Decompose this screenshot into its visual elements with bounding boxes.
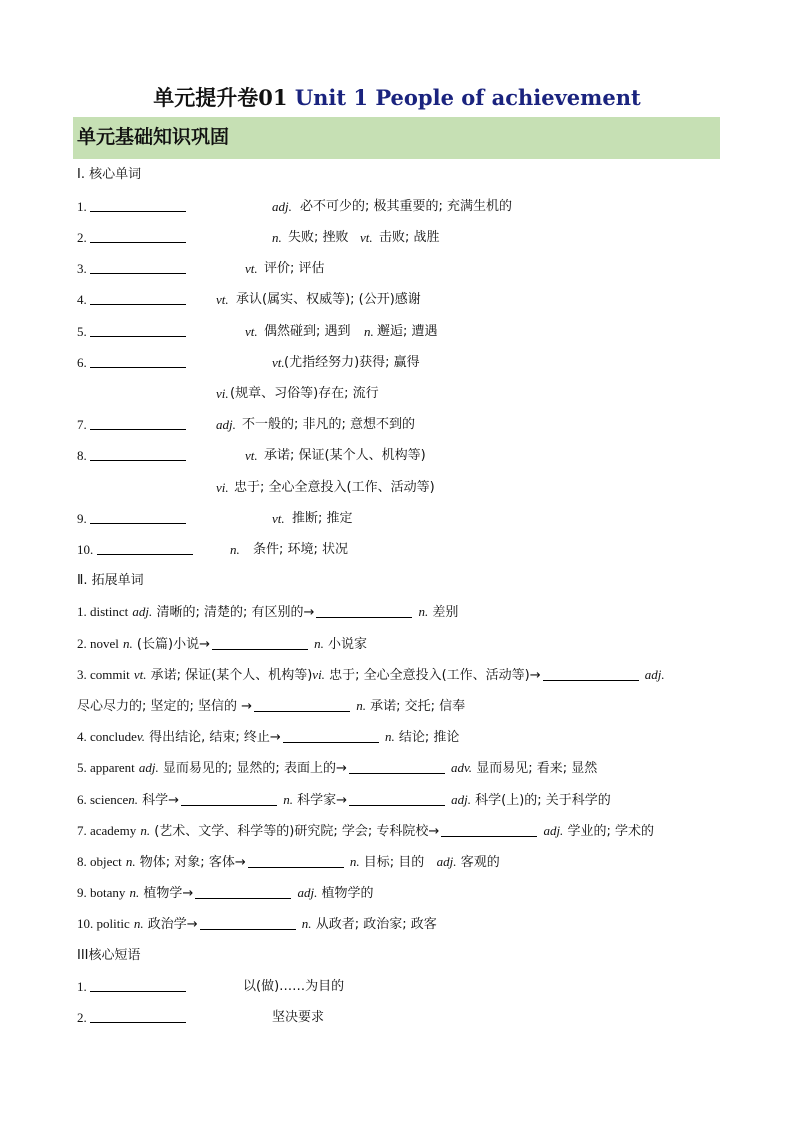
answer-blank[interactable] (441, 823, 537, 837)
section3-heading: III核心短语 (77, 948, 141, 963)
answer-blank[interactable] (90, 353, 186, 368)
answer-blank[interactable] (543, 667, 639, 681)
answer-blank[interactable] (90, 1008, 186, 1023)
answer-blank[interactable] (316, 604, 412, 618)
extended-word-row: 1. distinct adj. 清晰的; 清楚的; 有区别的→ n. 差别 (77, 604, 459, 620)
core-word-row: 2. n. 失败; 挫败 vt. 击败; 战胜 (77, 230, 440, 245)
page-title (0, 84, 794, 112)
answer-blank[interactable] (90, 322, 186, 337)
answer-blank[interactable] (248, 854, 344, 868)
phrase-row: 2. 坚决要求 (77, 1010, 325, 1025)
answer-blank[interactable] (283, 729, 379, 743)
answer-blank[interactable] (181, 792, 277, 806)
extended-word-row: 6. sciencen. 科学→ n. 科学家→ adj. 科学(上)的; 关于科学的 (77, 792, 611, 808)
answer-blank[interactable] (195, 885, 291, 899)
core-word-row: vi. (规章、习俗等)存在; 流行 (216, 386, 379, 401)
extended-word-row: 5. apparent adj. 显而易见的; 显然的; 表面上的→ adv. 显而易见; 看来; 显然 (77, 760, 598, 776)
answer-blank[interactable] (90, 977, 186, 992)
core-word-row: 1. adj. 必不可少的; 极其重要的; 充满生机的 (77, 199, 513, 214)
extended-word-row: 4. concludev. 得出结论, 结束; 终止→ n. 结论; 推论 (77, 729, 460, 745)
answer-blank[interactable] (90, 197, 186, 212)
core-word-row: 8. vt. 承诺; 保证(某个人、机构等) (77, 448, 426, 463)
core-word-row: vi. 忠于; 全心全意投入(工作、活动等) (216, 480, 435, 495)
answer-blank[interactable] (254, 698, 350, 712)
answer-blank[interactable] (90, 509, 186, 524)
core-word-row: 4. vt. 承认(属实、权威等); (公开)感谢 (77, 292, 421, 307)
core-word-row: 5. vt. 偶然碰到; 遇到 n. 邂逅; 遭遇 (77, 324, 438, 339)
section-banner (73, 117, 720, 159)
title-chinese: 单元提升卷01 (153, 85, 288, 110)
answer-blank[interactable] (212, 636, 308, 650)
extended-word-row: 7. academy n. (艺术、文学、科学等的)研究院; 学会; 专科院校→ adj. 学业的; 学术的 (77, 823, 654, 839)
section1-heading: Ⅰ. 核心单词 (77, 167, 142, 182)
answer-blank[interactable] (90, 446, 186, 461)
answer-blank[interactable] (90, 228, 186, 243)
answer-blank[interactable] (90, 290, 186, 305)
title-english: Unit 1 People of achievement (294, 85, 641, 110)
extended-word-row: 9. botany n. 植物学→ adj. 植物学的 (77, 885, 374, 901)
phrase-row: 1. 以(做)……为目的 (77, 979, 345, 994)
answer-blank[interactable] (97, 540, 193, 555)
core-word-row: 9. vt. 推断; 推定 (77, 511, 353, 526)
core-word-row: 10. n. 条件; 环境; 状况 (77, 542, 349, 557)
answer-blank[interactable] (349, 760, 445, 774)
answer-blank[interactable] (90, 415, 186, 430)
section2-heading: Ⅱ. 拓展单词 (77, 573, 144, 588)
extended-word-row: 尽心尽力的; 坚定的; 坚信的 → n. 承诺; 交托; 信奉 (77, 698, 466, 714)
extended-word-row: 10. politic n. 政治学→ n. 从政者; 政治家; 政客 (77, 916, 437, 932)
answer-blank[interactable] (200, 916, 296, 930)
banner-text: 单元基础知识巩固 (77, 126, 230, 148)
core-word-row: 3. vt. 评价; 评估 (77, 261, 325, 276)
extended-word-row: 2. novel n. (长篇)小说→ n. 小说家 (77, 636, 368, 652)
answer-blank[interactable] (90, 259, 186, 274)
extended-word-row: 8. object n. 物体; 对象; 客体→ n. 目标; 目的 adj. 客观的 (77, 854, 500, 870)
core-word-row: 6. vt. (尤指经努力)获得; 赢得 (77, 355, 420, 370)
extended-word-row: 3. commit vt. 承诺; 保证(某个人、机构等)vi. 忠于; 全心全意投入(工作、活动等)→ adj. (77, 667, 665, 683)
core-word-row: 7. adj. 不一般的; 非凡的; 意想不到的 (77, 417, 416, 432)
answer-blank[interactable] (349, 792, 445, 806)
